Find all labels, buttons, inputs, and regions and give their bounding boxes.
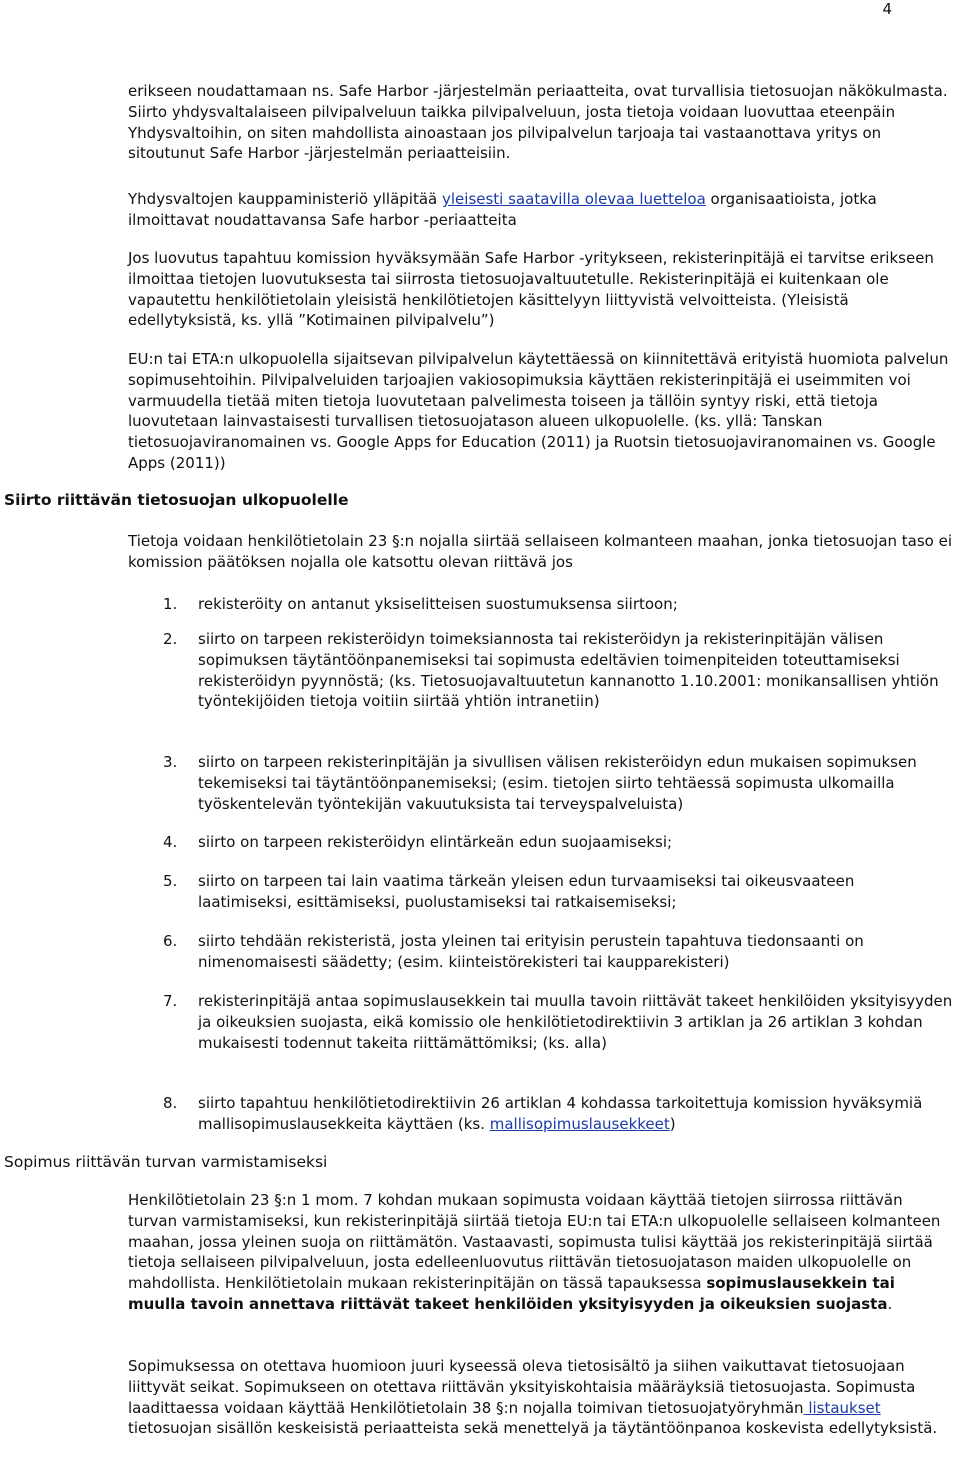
- eu-eta-paragraph: EU:n tai ETA:n ulkopuolella sijaitsevan pilvipalvelun käytettäessä on kiinnitettävä erityistä huomiota palvelun sopimusehtoihin. Pilvipalveluiden tarjoajien vakiosopimuksia käyttäen rekisterinpitäjä ei useimmiten voi varmuudella tietää miten tietoja luovutetaan palvelimesta toiseen ja tällöin syntyy riski, että tietoja luovutetaan lainvastaisesti turvallisen tietosuojatason alueen ulkopuolelle. (ks. yllä: Tanskan tietosuojaviranomainen vs. Google Apps for Education (2011) ja Ruotsin tietosuojaviranomainen vs. Google Apps (2011)): [128, 350, 949, 472]
- henkilo-text-after: .: [887, 1294, 893, 1313]
- list-number: 3.: [163, 753, 178, 771]
- luovutus-paragraph: Jos luovutus tapahtuu komission hyväksymään Safe Harbor -yritykseen, rekisterinpitäjä ei tarvitse erikseen ilmoittaa tietojen luovutuksesta tai siirrosta tietosuojavaltuutetulle. Rekisterinpitäjä ei kuitenkaan ole vapautettu henkilötietolain yleisistä henkilötietojen käsittelyyn liittyvistä velvoitteista. (Yleisistä edellytyksistä, ks. yllä ”Kotimainen pilvipalvelu”): [128, 249, 934, 330]
- page-number: 4: [882, 0, 892, 18]
- list-number: 6.: [163, 932, 178, 950]
- list-text: siirto on tarpeen tai lain vaatima tärkeän yleisen edun turvaamiseksi tai oikeusvaateen laatimiseksi, esittämiseksi, puolustamiseksi tai ratkaisemiseksi;: [198, 872, 855, 911]
- list-text: rekisterinpitäjä antaa sopimuslausekkein tai muulla tavoin riittävät takeet henkilöiden yksityisyyden ja oikeuksien suojasta, eikä komissio ole henkilötietodirektiivin 3 artiklan ja 26 artiklan 3 kohdan mukaisesti todennut takeita riittämättömiksi; (ks. alla): [198, 992, 953, 1052]
- list-number: 8.: [163, 1094, 178, 1112]
- siirto-paragraph: Tietoja voidaan henkilötietolain 23 §:n nojalla siirtää sellaiseen kolmanteen maahan, jonka tietosuojan taso ei komission päätöksen nojalla ole katsottu olevan riittävä jos: [128, 532, 953, 571]
- kauppa-text-before: Yhdysvaltojen kauppaministeriö ylläpitää: [128, 190, 442, 208]
- heading-sopimus: Sopimus riittävän turvan varmistamiseksi: [4, 1153, 328, 1171]
- list-number: 4.: [163, 833, 178, 851]
- list-item: [163, 832, 953, 853]
- list-item: [163, 1093, 953, 1135]
- item8-text-before: siirto tapahtuu henkilötietodirektiivin 26 artiklan 4 kohdassa tarkoitettuja komission hyväksymiä mallisopimuslausekkeita käyttäen (ks.: [198, 1094, 923, 1133]
- list-number: 2.: [163, 630, 178, 648]
- henkilo-text-before: Henkilötietolain 23 §:n 1 mom. 7 kohdan mukaan sopimusta voidaan käyttää tietojen siirrossa riittävän turvan varmistamiseksi, kun rekisterinpitäjä siirtää tietoja EU:n tai ETA:n ulkopuolelle sellaiseen kolmanteen maahan, jossa yleinen suoja on riittämätön. Vastaavasti, sopimusta tulisi käyttää jos rekisterinpitäjä siirtää tietoja sellaiseen pilvipalveluun, josta edelleenluovutus riittävän tietosuojatason maiden ulkopuolelle on mahdollista. Henkilötietolain mukaan rekisterinpitäjän on tässä tapauksessa: [128, 1191, 941, 1293]
- kauppaministerio-paragraph: [128, 189, 956, 231]
- list-number: 1.: [163, 595, 178, 613]
- mallisopimuslausekkeet-link[interactable]: mallisopimuslausekkeet: [489, 1114, 670, 1133]
- sopimuksessa-text-after: tietosuojan sisällön keskeisistä periaatteista sekä menettelyä ja täytäntöönpanoa koskevista edellytyksistä.: [128, 1419, 938, 1438]
- sopimuksessa-paragraph: [128, 1356, 956, 1439]
- list-text: siirto on tarpeen rekisterinpitäjän ja sivullisen välisen rekisteröidyn edun mukaisen sopimuksen tekemiseksi tai täytäntöönpanemiseksi; (esim. tietojen siirto tehtäessä sopimusta ulkomailla työskentelevän työntekijän vakuutuksista tai terveyspalveluista): [198, 753, 917, 813]
- luettelo-link[interactable]: yleisesti saatavilla olevaa luetteloa: [442, 190, 706, 208]
- intro-paragraph: erikseen noudattamaan ns. Safe Harbor -järjestelmän periaatteita, ovat turvallisia tietosuojan näkökulmasta. Siirto yhdysvaltalaiseen pilvipalveluun taikka pilvipalveluun, josta tietoja voidaan luovuttaa eteenpäin Yhdysvaltoihin, on siten mahdollista ainoastaan jos pilvipalvelun tarjoaja tai vastaanottava yritys on sitoutunut Safe Harbor -järjestelmän periaatteisiin.: [128, 82, 948, 163]
- item8-text-after: ): [669, 1114, 676, 1133]
- list-text: siirto on tarpeen rekisteröidyn toimeksiannosta tai rekisteröidyn ja rekisterinpitäjän välisen sopimuksen täytäntöönpanemiseksi tai sopimusta edeltävien toimenpiteiden toteuttamiseksi rekisteröidyn pyynnöstä; (ks. Tietosuojavaltuutetun kannanotto 1.10.2001: monikansallisen yhtiön työntekijöiden tietoja voitiin siirtää yhtiön intranetiin): [198, 630, 939, 711]
- list-text: siirto on tarpeen rekisteröidyn elintärkeän edun suojaamiseksi;: [198, 833, 673, 851]
- list-item: [163, 871, 953, 913]
- kauppa-text-after: organisaatioista, jotka ilmoittavat noudattavansa Safe harbor -periaatteita: [128, 190, 877, 229]
- list-item: [163, 594, 953, 615]
- list-item: [163, 629, 953, 712]
- list-text: siirto tehdään rekisteristä, josta yleinen tai erityisin perustein tapahtuva tiedonsaanti on nimenomaisesti säädetty; (esim. kiinteistörekisteri tai kaupparekisteri): [198, 932, 864, 971]
- heading-siirto: Siirto riittävän tietosuojan ulkopuolelle: [4, 491, 349, 509]
- henkilotietolaki-paragraph: [128, 1190, 956, 1315]
- list-item: [163, 991, 953, 1053]
- list-number: 5.: [163, 872, 178, 890]
- list-item: [163, 752, 953, 814]
- list-item: [163, 931, 953, 973]
- list-number: 7.: [163, 992, 178, 1010]
- listaukset-link[interactable]: listaukset: [803, 1398, 881, 1417]
- list-text: [198, 1093, 953, 1135]
- sopimuksessa-text-before: Sopimuksessa on otettava huomioon juuri kyseessä oleva tietosisältö ja siihen vaikuttavat tietosuojaan liittyvät seikat. Sopimukseen on otettava riittävän yksityiskohtaisia määräyksiä tietosuojasta. Sopimusta laadittaessa voidaan käyttää Henkilötietolain 38 §:n nojalla toimivan tietosuojatyöryhmän: [128, 1357, 916, 1417]
- henkilo-bold-text: sopimuslausekkein tai muulla tavoin annettava riittävät takeet henkilöiden yksityisyyden ja oikeuksien suojasta: [128, 1274, 895, 1313]
- list-text: rekisteröity on antanut yksiselitteisen suostumuksensa siirtoon;: [198, 595, 678, 613]
